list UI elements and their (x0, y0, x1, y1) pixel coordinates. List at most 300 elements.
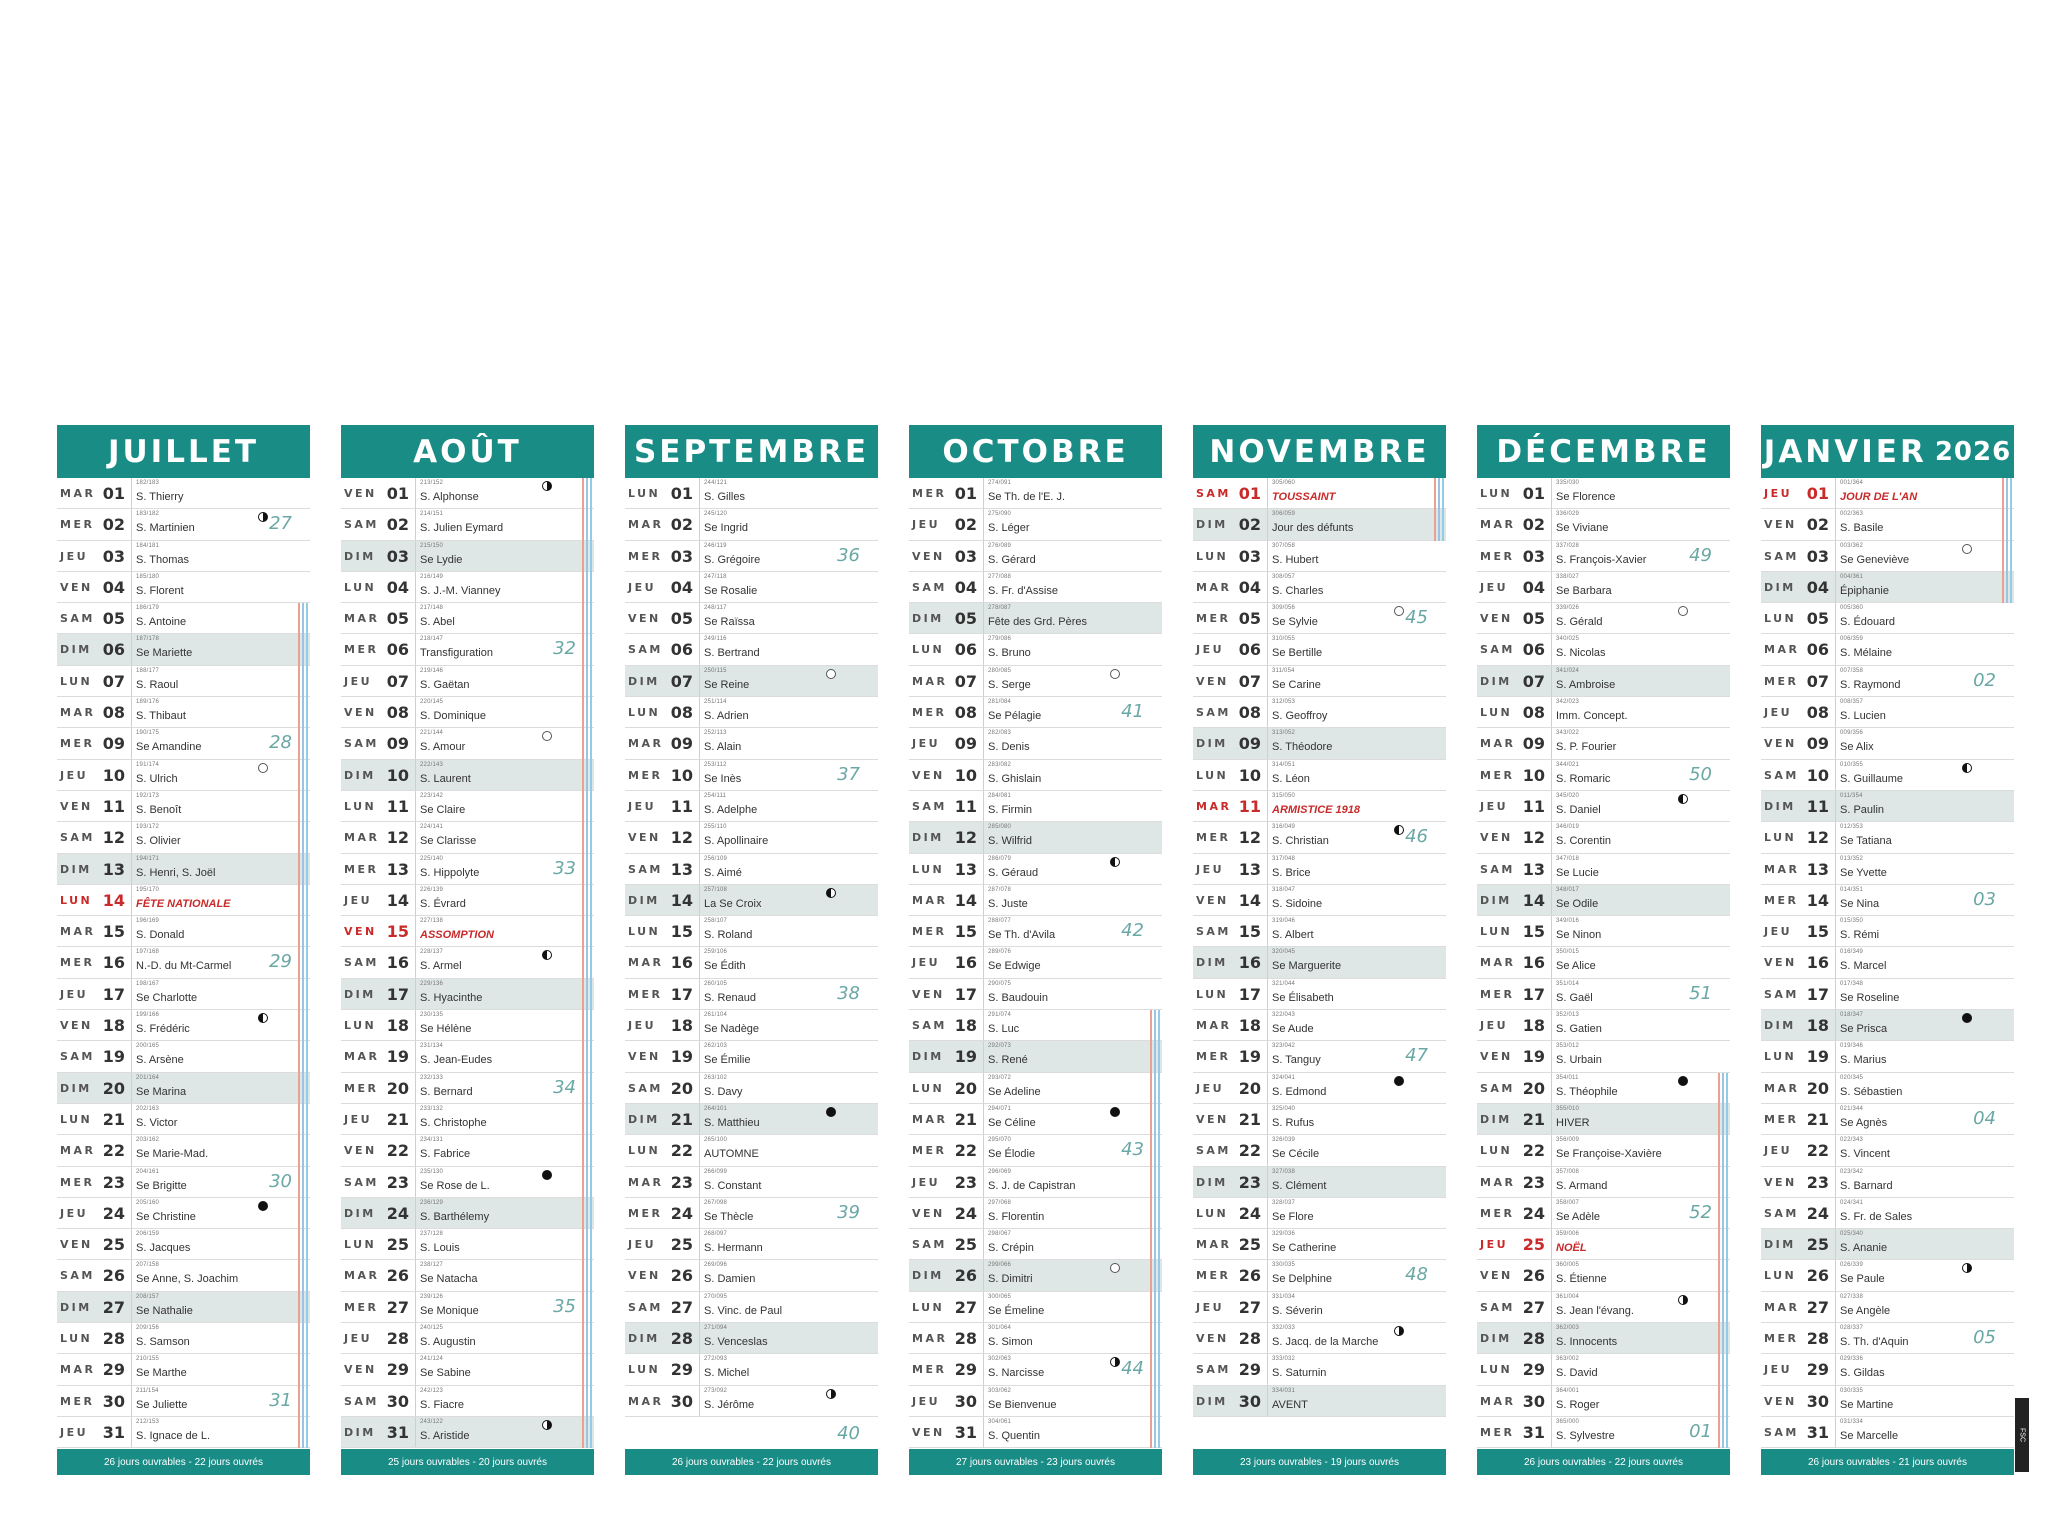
row-divider (1267, 854, 1268, 884)
day-row (1477, 478, 1730, 509)
row-divider (1551, 1417, 1552, 1447)
day-saint: S. Barnard (1840, 1179, 1893, 1192)
day-weekday: VEN (1764, 1394, 1797, 1408)
day-saint: S. Armel (420, 960, 462, 973)
day-weekday: VEN (1764, 1175, 1797, 1189)
day-saint: S. Jean l'évang. (1556, 1304, 1634, 1317)
day-saint: Se Amandine (136, 741, 202, 754)
day-row (625, 885, 878, 916)
day-of-year-code: 291/074 (988, 1012, 1012, 1019)
row-divider (1835, 947, 1836, 977)
row-divider (415, 1104, 416, 1134)
month-column (909, 425, 1162, 1475)
day-saint: Se Bertille (1272, 647, 1323, 660)
day-number: 12 (102, 828, 125, 848)
row-divider (1835, 979, 1836, 1009)
week-number: 43 (1121, 1139, 1144, 1161)
day-of-year-code: 329/036 (1272, 1231, 1296, 1238)
day-saint: Se Roseline (1840, 991, 1900, 1004)
day-number: 14 (386, 890, 409, 910)
day-row (1193, 885, 1446, 916)
day-number: 29 (1522, 1360, 1545, 1380)
day-row (1761, 854, 2014, 885)
day-number: 21 (1806, 1109, 1829, 1129)
day-of-year-code: 352/013 (1556, 1012, 1580, 1019)
day-of-year-code: 245/120 (704, 511, 728, 518)
day-number: 02 (386, 515, 409, 535)
day-number: 03 (670, 546, 693, 566)
day-weekday: DIM (60, 643, 92, 657)
day-row (57, 603, 310, 634)
last-quarter-moon-icon (1678, 794, 1688, 804)
day-number: 12 (954, 828, 977, 848)
day-row (1193, 572, 1446, 603)
row-divider (1551, 1073, 1552, 1103)
day-of-year-code: 319/046 (1272, 918, 1296, 925)
first-quarter-moon-icon (1678, 1295, 1688, 1305)
day-number: 09 (1238, 734, 1261, 754)
row-divider (1267, 1260, 1268, 1290)
day-of-year-code: 297/068 (988, 1199, 1012, 1206)
day-of-year-code: 183/182 (136, 511, 160, 518)
week-number: 36 (837, 544, 860, 566)
day-saint: Se Pélagie (988, 710, 1042, 723)
day-saint: S. Adelphe (704, 803, 758, 816)
day-saint: S. Clément (1272, 1179, 1327, 1192)
day-number: 14 (670, 890, 693, 910)
day-weekday: MAR (628, 956, 664, 970)
day-of-year-code: 325/040 (1272, 1105, 1296, 1112)
day-number: 12 (1238, 828, 1261, 848)
row-divider (699, 572, 700, 602)
day-number: 18 (1238, 1016, 1261, 1036)
day-number: 24 (102, 1203, 125, 1223)
day-weekday: LUN (60, 1112, 93, 1126)
month-footer: 25 jours ouvrables - 20 jours ouvrés (341, 1449, 594, 1475)
day-of-year-code: 246/119 (704, 542, 727, 549)
day-saint: S. Gatien (1556, 1023, 1602, 1036)
day-row (909, 1010, 1162, 1041)
week-number: 44 (1121, 1358, 1144, 1380)
row-divider (1267, 1386, 1268, 1416)
day-of-year-code: 327/038 (1272, 1168, 1296, 1175)
day-saint: S. Armand (1556, 1179, 1608, 1192)
day-number: 14 (1522, 890, 1545, 910)
row-divider (1267, 1229, 1268, 1259)
day-number: 07 (386, 671, 409, 691)
day-weekday: SAM (1480, 862, 1515, 876)
day-weekday: MAR (1480, 737, 1516, 751)
row-divider (1267, 1104, 1268, 1134)
day-saint: S. Frédéric (136, 1023, 190, 1036)
day-of-year-code: 239/126 (420, 1293, 444, 1300)
day-number: 05 (670, 609, 693, 629)
row-divider (1551, 728, 1552, 758)
day-number: 13 (386, 859, 409, 879)
day-of-year-code: 005/360 (1840, 605, 1864, 612)
day-of-year-code: 311/054 (1272, 667, 1295, 674)
day-row (1193, 509, 1446, 540)
day-of-year-code: 210/155 (136, 1356, 160, 1363)
day-saint: S. Jacques (136, 1242, 191, 1255)
row-divider (983, 916, 984, 946)
day-of-year-code: 280/085 (988, 667, 1012, 674)
day-weekday: SAM (344, 1175, 379, 1189)
day-saint: FÊTE NATIONALE (136, 897, 231, 910)
day-number: 02 (954, 515, 977, 535)
day-row (1761, 509, 2014, 540)
day-weekday: SAM (912, 799, 947, 813)
day-number: 22 (386, 1141, 409, 1161)
row-divider (1835, 572, 1836, 602)
day-weekday: VEN (344, 925, 377, 939)
day-number: 01 (1238, 484, 1261, 503)
row-divider (699, 603, 700, 633)
day-number: 28 (1806, 1329, 1829, 1349)
day-of-year-code: 344/021 (1556, 761, 1580, 768)
day-weekday: JEU (628, 799, 657, 813)
day-of-year-code: 008/357 (1840, 699, 1864, 706)
row-divider (1835, 697, 1836, 727)
row-divider (699, 666, 700, 696)
day-row (909, 603, 1162, 634)
day-row (909, 854, 1162, 885)
day-row (1193, 916, 1446, 947)
month-column (1477, 425, 1730, 1475)
day-number: 25 (102, 1235, 125, 1255)
day-number: 10 (1806, 765, 1829, 785)
day-saint: S. Marcel (1840, 960, 1887, 973)
day-row (1761, 1354, 2014, 1385)
day-saint: Se Sylvie (1272, 616, 1318, 629)
day-row (341, 1323, 594, 1354)
row-divider (131, 1417, 132, 1447)
day-weekday: LUN (1480, 1363, 1513, 1377)
day-of-year-code: 273/092 (704, 1387, 728, 1394)
day-of-year-code: 331/034 (1272, 1293, 1296, 1300)
day-weekday: SAM (912, 580, 947, 594)
week-number: 40 (837, 1423, 860, 1444)
day-of-year-code: 310/055 (1272, 636, 1296, 643)
day-number: 11 (954, 796, 977, 816)
day-of-year-code: 014/351 (1840, 886, 1864, 893)
full-moon-icon (1962, 544, 1972, 554)
day-number: 30 (1806, 1391, 1829, 1411)
week-number: 38 (837, 982, 860, 1004)
day-weekday: MER (1196, 612, 1231, 626)
day-number: 18 (1806, 1016, 1829, 1036)
day-row (1477, 885, 1730, 916)
day-row (625, 1010, 878, 1041)
holiday-zone-bar (1150, 1010, 1152, 1448)
row-divider (1551, 1104, 1552, 1134)
row-divider (415, 1354, 416, 1384)
day-number: 07 (1238, 671, 1261, 691)
day-number: 17 (102, 984, 125, 1004)
day-number: 09 (954, 734, 977, 754)
day-number: 27 (386, 1297, 409, 1317)
day-saint: Se Claire (420, 803, 466, 816)
first-quarter-moon-icon (826, 1389, 836, 1399)
day-saint: S. Ananie (1840, 1242, 1888, 1255)
day-of-year-code: 020/345 (1840, 1074, 1864, 1081)
day-of-year-code: 006/359 (1840, 636, 1864, 643)
school-holiday-bars (2002, 478, 2012, 603)
month-footer: 23 jours ouvrables - 19 jours ouvrés (1193, 1449, 1446, 1475)
row-divider (131, 1041, 132, 1071)
day-row (1477, 760, 1730, 791)
row-divider (1835, 666, 1836, 696)
day-row (1477, 1260, 1730, 1291)
day-of-year-code: 267/098 (704, 1199, 728, 1206)
day-row (341, 728, 594, 759)
day-of-year-code: 204/161 (136, 1168, 160, 1175)
day-saint: S. Geoffroy (1272, 710, 1328, 723)
day-row (1477, 509, 1730, 540)
day-number: 22 (670, 1141, 693, 1161)
day-row (1761, 916, 2014, 947)
day-of-year-code: 255/110 (704, 824, 727, 831)
row-divider (131, 603, 132, 633)
holiday-zone-bar (306, 603, 308, 1448)
day-row (1193, 1073, 1446, 1104)
day-number: 29 (1238, 1360, 1261, 1380)
day-row (625, 541, 878, 572)
day-list (57, 478, 310, 1449)
day-saint: S. Bruno (988, 647, 1031, 660)
day-weekday: LUN (912, 643, 945, 657)
row-divider (1551, 947, 1552, 977)
day-weekday: VEN (1480, 831, 1513, 845)
day-of-year-code: 212/153 (136, 1418, 160, 1425)
day-saint: Se Lucie (1556, 866, 1599, 879)
day-of-year-code: 191/174 (136, 761, 160, 768)
week-number: 50 (1689, 763, 1712, 785)
day-row (1477, 1010, 1730, 1041)
day-number: 17 (1522, 984, 1545, 1004)
day-row (625, 728, 878, 759)
day-weekday: MAR (1764, 862, 1800, 876)
day-saint: S. Hippolyte (420, 866, 480, 879)
day-of-year-code: 021/344 (1840, 1105, 1864, 1112)
day-weekday: MER (344, 1300, 379, 1314)
day-number: 19 (954, 1047, 977, 1067)
day-of-year-code: 257/108 (704, 886, 728, 893)
day-number: 21 (386, 1109, 409, 1129)
day-saint: S. Basile (1840, 522, 1884, 535)
day-of-year-code: 235/130 (420, 1168, 444, 1175)
day-row (57, 1010, 310, 1041)
last-quarter-moon-icon (1394, 825, 1404, 835)
day-number: 20 (670, 1078, 693, 1098)
week-number: 47 (1405, 1045, 1428, 1067)
day-weekday: JEU (60, 987, 89, 1001)
day-number: 03 (954, 546, 977, 566)
day-saint: Transfiguration (420, 647, 493, 660)
day-number: 16 (102, 953, 125, 973)
day-of-year-code: 307/058 (1272, 542, 1296, 549)
day-number: 09 (102, 734, 125, 754)
day-row (1761, 1135, 2014, 1166)
day-of-year-code: 249/116 (704, 636, 727, 643)
day-weekday: JEU (628, 1019, 657, 1033)
day-saint: S. Martinien (136, 522, 195, 535)
day-row (341, 791, 594, 822)
day-weekday: DIM (344, 1206, 376, 1220)
day-row (57, 1354, 310, 1385)
day-weekday: JEU (1196, 862, 1225, 876)
day-row (57, 854, 310, 885)
day-saint: S. Gérald (1556, 616, 1603, 629)
day-of-year-code: 199/166 (136, 1012, 160, 1019)
day-weekday: DIM (912, 612, 944, 626)
day-of-year-code: 233/132 (420, 1105, 444, 1112)
day-weekday: VEN (344, 487, 377, 500)
day-saint: S. Christian (1272, 835, 1329, 848)
day-row (625, 1229, 878, 1260)
day-list (909, 478, 1162, 1449)
day-weekday: VEN (1764, 956, 1797, 970)
day-number: 17 (386, 984, 409, 1004)
day-of-year-code: 335/030 (1556, 480, 1580, 486)
day-row (341, 666, 594, 697)
day-of-year-code: 225/140 (420, 855, 444, 862)
day-weekday: SAM (1764, 549, 1799, 563)
day-weekday: DIM (1480, 1112, 1512, 1126)
day-of-year-code: 187/178 (136, 636, 160, 643)
day-weekday: LUN (1196, 987, 1229, 1001)
row-divider (1551, 1354, 1552, 1384)
day-weekday: JEU (1196, 643, 1225, 657)
day-number: 17 (670, 984, 693, 1004)
row-divider (131, 822, 132, 852)
day-row (57, 1229, 310, 1260)
day-of-year-code: 195/170 (136, 886, 160, 893)
day-row (341, 634, 594, 665)
row-divider (699, 791, 700, 821)
day-of-year-code: 365/000 (1556, 1418, 1580, 1425)
day-saint: Se Rose de L. (420, 1179, 490, 1192)
holiday-zone-bar (2006, 478, 2008, 603)
day-saint: Se Flore (1272, 1210, 1314, 1223)
row-divider (983, 1292, 984, 1322)
day-saint: Se Alice (1556, 960, 1596, 973)
day-number: 24 (1238, 1203, 1261, 1223)
row-divider (983, 1073, 984, 1103)
day-row (341, 1260, 594, 1291)
day-saint: S. Hubert (1272, 553, 1319, 566)
week-number: 27 (269, 513, 292, 535)
day-of-year-code: 299/066 (988, 1262, 1012, 1269)
day-weekday: DIM (60, 1081, 92, 1095)
day-number: 11 (1238, 796, 1261, 816)
day-saint: S. Firmin (988, 803, 1032, 816)
first-quarter-moon-icon (1394, 1326, 1404, 1336)
day-number: 13 (1806, 859, 1829, 879)
day-weekday: SAM (1480, 643, 1515, 657)
day-weekday: DIM (1764, 799, 1796, 813)
day-row (57, 572, 310, 603)
day-weekday: JEU (628, 580, 657, 594)
day-row (1477, 1135, 1730, 1166)
week-number: 30 (269, 1170, 292, 1192)
day-weekday: DIM (1764, 1019, 1796, 1033)
day-row (57, 697, 310, 728)
day-saint: Se Juliette (136, 1398, 188, 1411)
week-number: 28 (269, 732, 292, 754)
row-divider (699, 822, 700, 852)
day-saint: Se Paule (1840, 1273, 1885, 1286)
row-divider (415, 854, 416, 884)
day-row (625, 1260, 878, 1291)
day-saint: S. Victor (136, 1116, 178, 1129)
day-of-year-code: 224/141 (420, 824, 444, 831)
day-weekday: VEN (912, 1425, 945, 1439)
day-row (909, 979, 1162, 1010)
day-saint: AVENT (1272, 1398, 1308, 1411)
day-number: 23 (386, 1172, 409, 1192)
day-row (1761, 1417, 2014, 1448)
day-number: 25 (954, 1235, 977, 1255)
day-of-year-code: 288/077 (988, 918, 1012, 925)
month-header (625, 425, 878, 478)
day-number: 21 (102, 1109, 125, 1129)
day-number: 06 (670, 640, 693, 660)
new-moon-icon (258, 1201, 268, 1211)
day-saint: Se Cécile (1272, 1148, 1320, 1161)
row-divider (1835, 1073, 1836, 1103)
day-row (1761, 760, 2014, 791)
day-row (909, 634, 1162, 665)
row-divider (1551, 1260, 1552, 1290)
row-divider (415, 1135, 416, 1165)
full-moon-icon (826, 669, 836, 679)
day-of-year-code: 207/158 (136, 1262, 160, 1269)
row-divider (983, 1041, 984, 1071)
day-row (625, 509, 878, 540)
month-column (57, 425, 310, 1475)
day-number: 02 (1806, 515, 1829, 535)
row-divider (1835, 1167, 1836, 1197)
day-number: 28 (386, 1329, 409, 1349)
day-weekday: DIM (60, 862, 92, 876)
row-divider (131, 572, 132, 602)
day-of-year-code: 266/099 (704, 1168, 728, 1175)
day-weekday: JEU (60, 1206, 89, 1220)
row-divider (1551, 634, 1552, 664)
row-divider (1267, 916, 1268, 946)
day-of-year-code: 252/113 (704, 730, 727, 737)
row-divider (1551, 1323, 1552, 1353)
row-divider (1551, 541, 1552, 571)
week-number: 31 (269, 1389, 292, 1411)
day-of-year-code: 361/004 (1556, 1293, 1580, 1300)
day-saint: S. Narcisse (988, 1367, 1045, 1380)
week-number: 01 (1689, 1420, 1712, 1442)
day-number: 02 (1522, 515, 1545, 535)
row-divider (1267, 979, 1268, 1009)
day-row (1761, 634, 2014, 665)
row-divider (983, 1229, 984, 1259)
day-saint: NOËL (1556, 1242, 1587, 1255)
day-row (1193, 1041, 1446, 1072)
day-of-year-code: 209/156 (136, 1325, 160, 1332)
day-weekday: JEU (60, 1425, 89, 1439)
day-of-year-code: 201/164 (136, 1074, 160, 1081)
row-divider (415, 916, 416, 946)
row-divider (699, 885, 700, 915)
day-of-year-code: 278/087 (988, 605, 1012, 612)
